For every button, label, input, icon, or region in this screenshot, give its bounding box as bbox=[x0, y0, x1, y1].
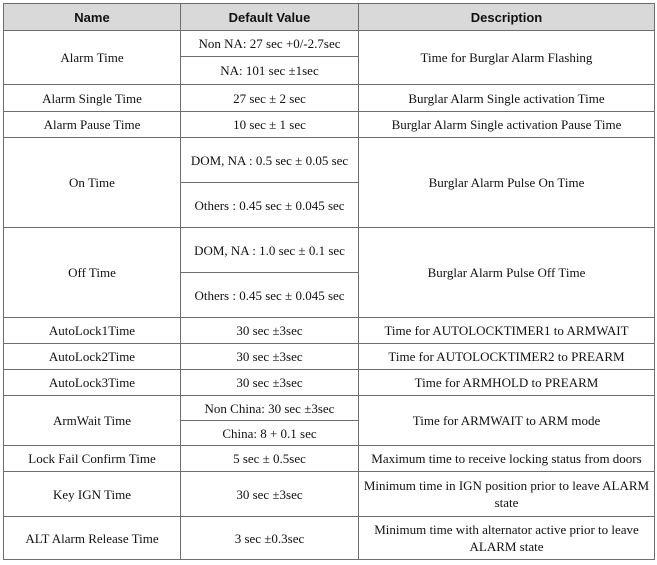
table-row bbox=[4, 517, 655, 560]
row-description: Burglar Alarm Pulse On Time bbox=[359, 138, 655, 228]
row-description: Burglar Alarm Single activation Time bbox=[359, 85, 655, 112]
row-description: Maximum time to receive locking status from doors bbox=[359, 446, 655, 472]
row-default-value: NA: 101 sec ±1sec bbox=[181, 57, 359, 85]
row-default-value: Non NA: 27 sec +0/-2.7sec bbox=[181, 31, 359, 57]
row-description: Burglar Alarm Pulse Off Time bbox=[359, 228, 655, 318]
table-row bbox=[4, 370, 655, 396]
row-description: Time for Burglar Alarm Flashing bbox=[359, 31, 655, 85]
row-description: Minimum time in IGN position prior to leave ALARM state bbox=[359, 472, 655, 517]
alarm-timing-table bbox=[3, 3, 655, 560]
row-default-value: 5 sec ± 0.5sec bbox=[181, 446, 359, 472]
row-default-value: Non China: 30 sec ±3sec bbox=[181, 396, 359, 421]
row-default-value: 27 sec ± 2 sec bbox=[181, 85, 359, 112]
row-name: AutoLock3Time bbox=[4, 370, 181, 396]
header-row bbox=[4, 4, 655, 31]
header-description: Description bbox=[359, 4, 655, 31]
row-name: ALT Alarm Release Time bbox=[4, 517, 181, 560]
row-name: Key IGN Time bbox=[4, 472, 181, 517]
table-row bbox=[4, 472, 655, 517]
row-name: Alarm Time bbox=[4, 31, 181, 85]
table-row bbox=[4, 31, 655, 57]
row-default-value: 30 sec ±3sec bbox=[181, 344, 359, 370]
row-default-value: 30 sec ±3sec bbox=[181, 318, 359, 344]
table-row bbox=[4, 138, 655, 183]
row-default-value: 3 sec ±0.3sec bbox=[181, 517, 359, 560]
table-row bbox=[4, 396, 655, 421]
row-description: Time for AUTOLOCKTIMER2 to PREARM bbox=[359, 344, 655, 370]
row-default-value: Others : 0.45 sec ± 0.045 sec bbox=[181, 183, 359, 228]
row-default-value: 30 sec ±3sec bbox=[181, 472, 359, 517]
header-name: Name bbox=[4, 4, 181, 31]
row-default-value: DOM, NA : 0.5 sec ± 0.05 sec bbox=[181, 138, 359, 183]
row-name: Alarm Pause Time bbox=[4, 112, 181, 138]
row-name: Off Time bbox=[4, 228, 181, 318]
row-name: ArmWait Time bbox=[4, 396, 181, 446]
row-description: Burglar Alarm Single activation Pause Time bbox=[359, 112, 655, 138]
row-name: Lock Fail Confirm Time bbox=[4, 446, 181, 472]
row-name: AutoLock1Time bbox=[4, 318, 181, 344]
row-default-value: Others : 0.45 sec ± 0.045 sec bbox=[181, 273, 359, 318]
row-description: Time for AUTOLOCKTIMER1 to ARMWAIT bbox=[359, 318, 655, 344]
row-name: On Time bbox=[4, 138, 181, 228]
row-description: Time for ARMWAIT to ARM mode bbox=[359, 396, 655, 446]
row-default-value: 30 sec ±3sec bbox=[181, 370, 359, 396]
row-description: Time for ARMHOLD to PREARM bbox=[359, 370, 655, 396]
row-default-value: 10 sec ± 1 sec bbox=[181, 112, 359, 138]
header-default-value: Default Value bbox=[181, 4, 359, 31]
table-row bbox=[4, 318, 655, 344]
row-name: AutoLock2Time bbox=[4, 344, 181, 370]
table-row bbox=[4, 446, 655, 472]
table-row bbox=[4, 85, 655, 112]
row-description: Minimum time with alternator active prior to leave ALARM state bbox=[359, 517, 655, 560]
row-name: Alarm Single Time bbox=[4, 85, 181, 112]
table-row bbox=[4, 112, 655, 138]
row-default-value: DOM, NA : 1.0 sec ± 0.1 sec bbox=[181, 228, 359, 273]
table-row bbox=[4, 228, 655, 273]
row-default-value: China: 8 + 0.1 sec bbox=[181, 421, 359, 446]
table-row bbox=[4, 344, 655, 370]
